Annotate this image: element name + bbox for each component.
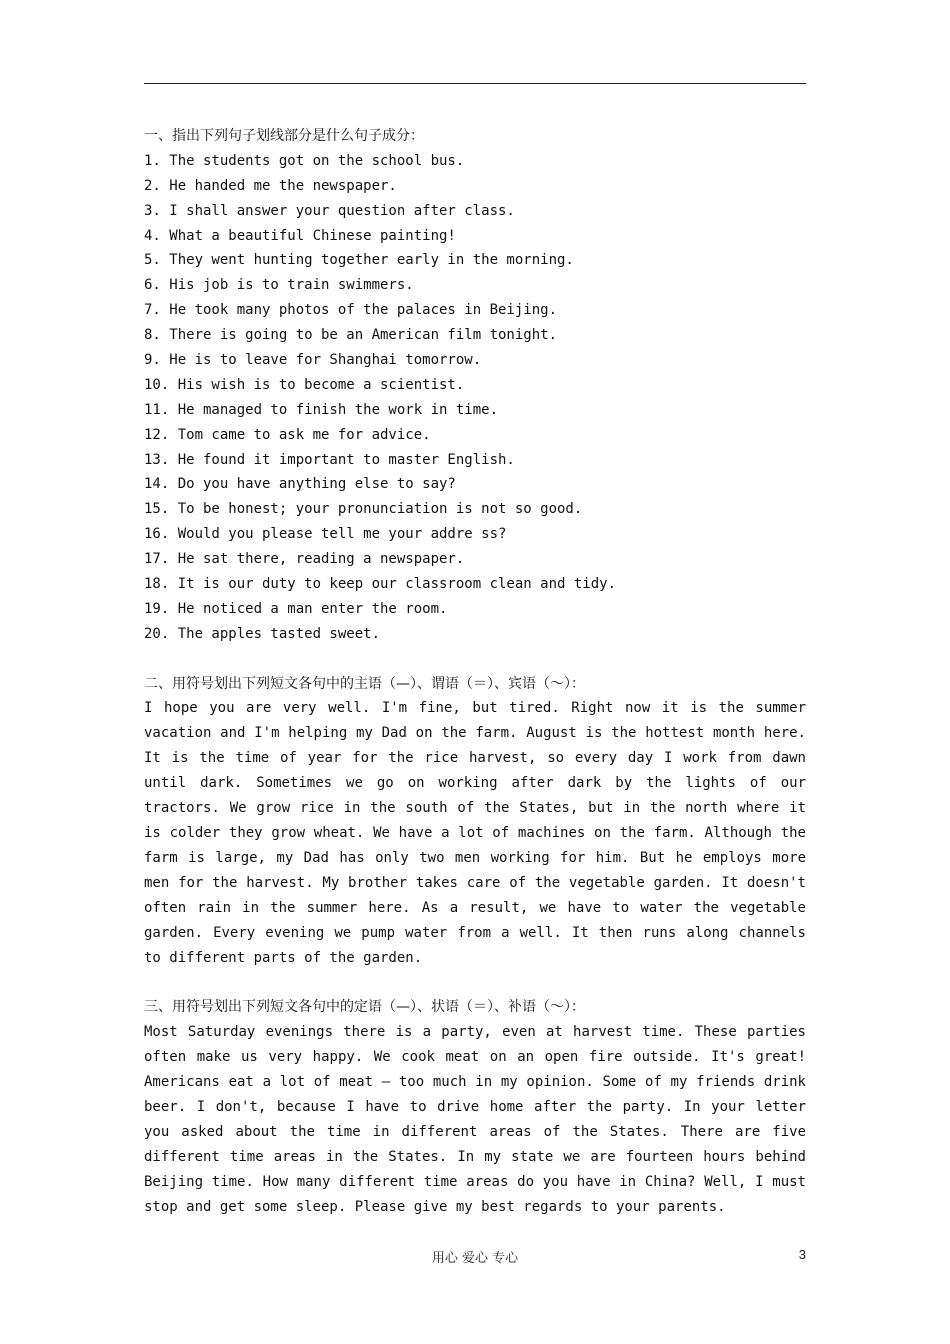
exercise-item: 12. Tom came to ask me for advice.: [144, 426, 431, 443]
exercise-item: 8. There is going to be an American film tonight.: [144, 327, 558, 344]
exercise-item: 19. He noticed a man enter the room.: [144, 600, 448, 617]
exercise-item: 5. They went hunting together early in the morning.: [144, 252, 574, 269]
exercise-item: 10. His wish is to become a scientist.: [144, 376, 465, 393]
exercise-item: 1. The students got on the school bus.: [144, 152, 465, 169]
exercise-item: 9. He is to leave for Shanghai tomorrow.: [144, 352, 482, 369]
exercise-item: 16. Would you please tell me your addre ss?: [144, 526, 507, 543]
document-body: [144, 124, 806, 1219]
header-rule: [144, 83, 806, 84]
exercise-item: 17. He sat there, reading a newspaper.: [144, 551, 465, 568]
exercise-item: 15. To be honest; your pronunciation is not so good.: [144, 501, 583, 518]
section-1-list: [144, 149, 806, 647]
exercise-item: 7. He took many photos of the palaces in Beijing.: [144, 302, 558, 319]
section-gap: [144, 970, 806, 995]
page-number: 3: [798, 1247, 806, 1262]
section-2-title: 二、用符号划出下列短文各句中的主语（—）、谓语（＝）、宾语（～）：: [144, 675, 585, 692]
section-gap: [144, 647, 806, 672]
exercise-item: 20. The apples tasted sweet.: [144, 625, 381, 642]
exercise-item: 4. What a beautiful Chinese painting!: [144, 227, 456, 244]
section-2-passage: I hope you are very well. I'm fine, but tired. Right now it is the summer vacation and I'm helping my Dad on the farm. August is the hottest month here. It is the time of year for the rice harvest, so every day I work from dawn until dark. Sometimes we go on working after dark by the lights of our tractors. We grow rice in the south of the States, but in the north where it is colder they grow wheat. We have a lot of machines on the farm. Although the farm is large, my Dad has only two men working for him. But he employs more men for the harvest. My brother takes care of the vegetable garden. It doesn't often rain in the summer here. As a result, we have to water the vegetable garden. Every evening we pump water from a well. It then runs along channels to different parts of the garden.: [144, 700, 806, 966]
exercise-item: 18. It is our duty to keep our classroom clean and tidy.: [144, 576, 617, 593]
exercise-item: 6. His job is to train swimmers.: [144, 277, 414, 294]
exercise-item: 13. He found it important to master English.: [144, 451, 515, 468]
exercise-item: 3. I shall answer your question after class.: [144, 202, 515, 219]
section-1-title: 一、指出下列句子划线部分是什么句子成分：: [144, 128, 424, 144]
section-3-title: 三、用符号划出下列短文各句中的定语（—）、状语（＝）、补语（～）：: [144, 999, 585, 1016]
exercise-item: 2. He handed me the newspaper.: [144, 177, 397, 194]
exercise-item: 14. Do you have anything else to say?: [144, 476, 456, 493]
footer-slogan: 用心 爱心 专心: [431, 1251, 519, 1266]
section-3-passage: Most Saturday evenings there is a party, even at harvest time. These parties often make us very happy. We cook meat on an open fire outside. It's great! Americans eat a lot of meat — too much in my opinion. Some of my friends drink beer. I don't, because I have to drive home after the party. In your letter you asked about the time in different areas of the States. There are five different time areas in the States. In my state we are fourteen hours behind Beijing time. How many different time areas do you have in China? Well, I must stop and get some sleep. Please give my best regards to your parents.: [144, 1024, 806, 1215]
exercise-item: 11. He managed to finish the work in time.: [144, 401, 499, 418]
